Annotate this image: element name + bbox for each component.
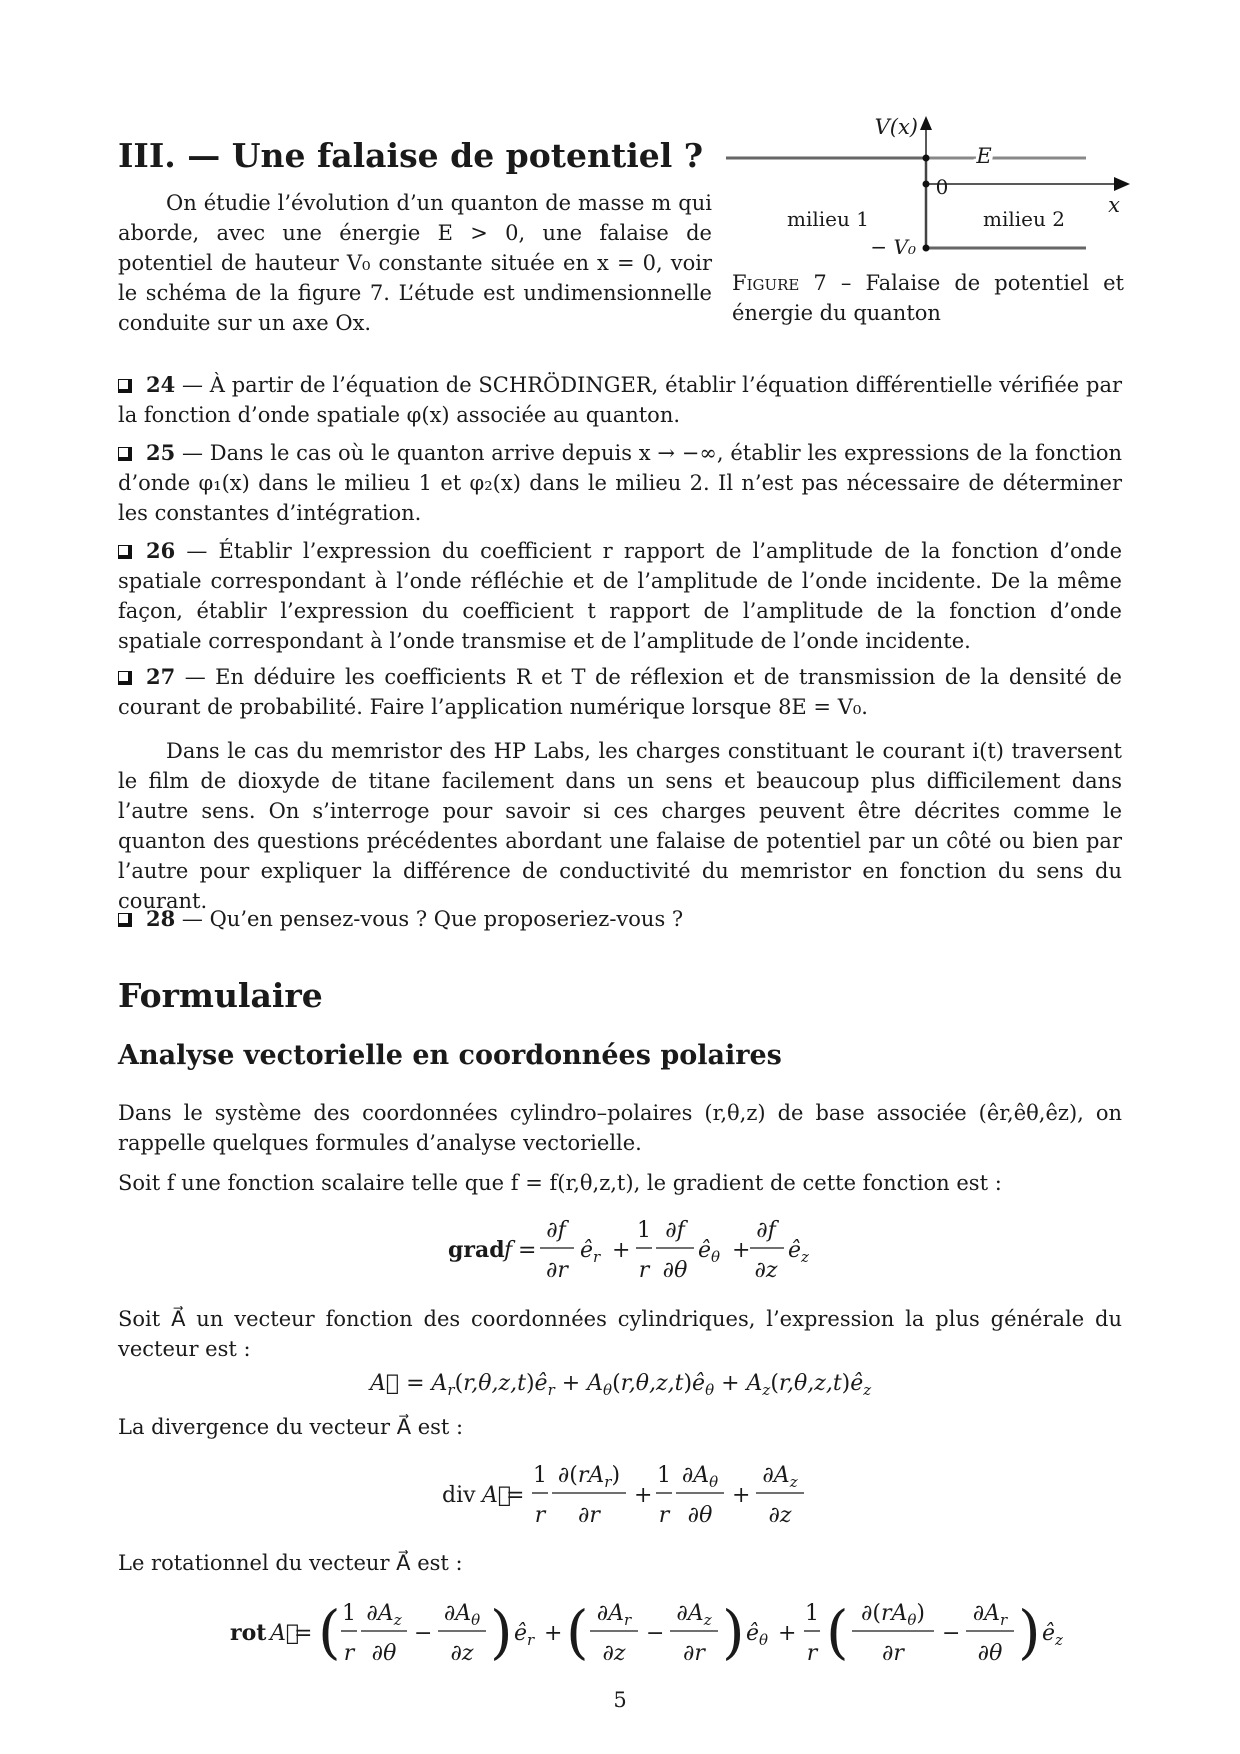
svg-text:(: ( (318, 1598, 341, 1666)
svg-text:∂f: ∂f (546, 1218, 566, 1243)
rotational-formula (0, 1590, 1240, 1680)
svg-text:rot: rot (230, 1620, 267, 1646)
svg-text:∂(rAθ): $\partial(rA_\theta)$ (861, 1601, 925, 1629)
svg-text:(: ( (826, 1598, 849, 1666)
svg-text:−: − (414, 1621, 433, 1646)
svg-text:∂θ: ∂θ (662, 1258, 688, 1283)
svg-text:div: div (442, 1483, 476, 1508)
svg-text:∂Ar: $\partial A_r$ (972, 1601, 1008, 1629)
minus-v0-label: − V₀ (870, 235, 916, 259)
y-axis-arrow (920, 116, 932, 130)
point-origin (923, 181, 930, 188)
svg-text:): ) (1018, 1598, 1041, 1666)
svg-text:∂r: ∂r (882, 1641, 904, 1666)
question-25: 25 — Dans le cas où le quanton arrive depuis x → −∞, établir les expressions de la fonction d’onde φ₁(x) dans le milieu 1 et φ₂(x) dans le milieu 2. Il n’est pas nécessaire de déterminer les constantes d’intégration. (118, 440, 1122, 525)
svg-text:r: r (658, 1503, 670, 1528)
svg-text:∂Ar: $\partial A_r$ (596, 1601, 632, 1629)
svg-text:1: 1 (657, 1463, 671, 1488)
svg-text:1: 1 (637, 1218, 651, 1243)
svg-text:+: + (778, 1621, 797, 1646)
svg-text:=: = (518, 1238, 537, 1263)
svg-text:êθ: $ê_\theta$ (698, 1238, 721, 1266)
svg-text:=: = (294, 1621, 313, 1646)
point-bottom (923, 245, 930, 252)
svg-text:+: + (732, 1238, 751, 1263)
divergence-intro: La divergence du vecteur A⃗ est : (118, 1415, 464, 1439)
svg-text:−: − (646, 1621, 665, 1646)
x-axis-arrow (1114, 177, 1130, 191)
svg-text:(: ( (566, 1598, 589, 1666)
svg-text:∂r: ∂r (546, 1258, 568, 1283)
question-27: 27 — En déduire les coefficients R et T de réflexion et de transmission de la densité de courant de probabilité. Faire l’application numérique lorsque 8E = V₀. (118, 664, 1122, 719)
svg-text:êz: $ê_z$ (1042, 1621, 1063, 1649)
svg-text:): ) (490, 1598, 513, 1666)
svg-text:A⃗: A⃗ (270, 1621, 300, 1646)
svg-text:∂θ: ∂θ (371, 1641, 397, 1666)
svg-text:1: 1 (805, 1601, 819, 1626)
vector-intro: Soit A⃗ un vecteur fonction des coordonnées cylindriques, l’expression la plus générale du vecteur est : (118, 1307, 1122, 1361)
section-title: III. — Une falaise de potentiel ? (118, 136, 704, 175)
svg-text:∂Az: $\partial A_z$ (676, 1601, 712, 1629)
svg-text:+: + (732, 1483, 751, 1508)
energy-label: E (976, 144, 992, 168)
svg-text:+: + (612, 1238, 631, 1263)
y-axis-label: V(x) (874, 115, 918, 139)
gradient-intro: Soit f une fonction scalaire telle que f = f(r,θ,z,t), le gradient de cette fonction est : (118, 1171, 1002, 1195)
svg-text:∂r: ∂r (683, 1641, 705, 1666)
caption-text: – Falaise de potentiel et énergie du quanton (732, 271, 1124, 325)
svg-text:∂Aθ: $\partial A_\theta$ (681, 1463, 719, 1491)
svg-text:r: r (638, 1258, 650, 1283)
zero-label: 0 (935, 175, 949, 199)
figure-caption (732, 268, 1124, 328)
svg-text:êr: $ê_r$ (580, 1238, 601, 1266)
memristor-paragraph: Dans le cas du memristor des HP Labs, les charges constituant le courant i(t) traversent le film de dioxyde de titane facilement dans un sens et beaucoup plus difficilement dans l’autre sens. On s’interroge pour savoir si ces charges peuvent être décrites comme le quanton des questions précédentes abordant une falaise de potentiel par un côté ou bien par l’autre pour expliquer la différence de conductivité du memristor en fonction du sens du courant. (118, 739, 1122, 913)
svg-text:∂z: ∂z (602, 1641, 626, 1666)
svg-text:∂(rAr): $\partial(rA_r)$ (557, 1463, 621, 1491)
svg-text:êr: $ê_r$ (514, 1621, 535, 1649)
intro-paragraph: On étudie l’évolution d’un quanton de masse m qui aborde, avec une énergie E > 0, une falaise de potentiel de hauteur V₀ constante située en x = 0, voir le schéma de la figure 7. L’étude est undimensionnelle conduite sur un axe Ox. (118, 191, 712, 335)
svg-text:+: + (544, 1621, 563, 1646)
vector-a-formula (0, 1362, 1240, 1402)
svg-text:): ) (722, 1598, 745, 1666)
divergence-formula (0, 1454, 1240, 1540)
caption-prefix: Figure 7 (732, 271, 827, 295)
svg-text:∂f: ∂f (756, 1218, 776, 1243)
svg-text:∂f: ∂f (665, 1218, 685, 1243)
svg-text:∂z: ∂z (768, 1503, 792, 1528)
svg-text:∂z: ∂z (754, 1258, 778, 1283)
question-26: 26 — Établir l’expression du coefficient r rapport de l’amplitude de la fonction d’onde spatiale correspondant à l’onde réfléchie et de l’amplitude de l’onde incidente. De la même façon, établir l’expression du coefficient t rapport de l’amplitude de la fonction d’onde spatiale correspondant à l’onde transmise et de l’amplitude de l’onde incidente. (118, 538, 1122, 653)
checkbox-icon (118, 913, 132, 927)
svg-text:+: + (634, 1483, 653, 1508)
x-axis-label: x (1108, 193, 1120, 217)
question-28: 28 — Qu’en pensez-vous ? Que proposeriez-vous ? (118, 904, 1122, 934)
question-24: 24 — À partir de l’équation de SCHRÖDINGER, établir l’équation différentielle vérifiée par la fonction d’onde spatiale φ(x) associée au quanton. (118, 372, 1122, 427)
svg-text:∂Az: $\partial A_z$ (366, 1601, 402, 1629)
svg-text:êθ: $ê_\theta$ (746, 1621, 769, 1649)
checkbox-icon (118, 379, 132, 393)
gradient-formula (0, 1210, 1240, 1290)
svg-text:A⃗ = Ar(r,θ,z,t)êr + Aθ(r,θ,z,: A⃗ = $A_r(r,\theta,z,t)ê_r$ + $A_\theta(r,\theta,z,t)ê_\theta$ + $A_z(r,\theta,z,t)ê_z$ (370, 1371, 872, 1399)
svg-text:1: 1 (533, 1463, 547, 1488)
formulaire-intro: Dans le système des coordonnées cylindro–polaires (r,θ,z) de base associée (êr,êθ,êz), on rappelle quelques formules d’analyse vectorielle. (118, 1101, 1122, 1155)
point-top (923, 155, 930, 162)
svg-text:grad: grad (448, 1237, 505, 1263)
svg-text:∂Aθ: $\partial A_\theta$ (443, 1601, 481, 1629)
checkbox-icon (118, 545, 132, 559)
formulaire-title: Formulaire (118, 976, 323, 1015)
svg-text:êz: $ê_z$ (788, 1238, 809, 1266)
formulaire-subtitle: Analyse vectorielle en coordonnées polaires (118, 1040, 782, 1071)
svg-text:∂θ: ∂θ (687, 1503, 713, 1528)
svg-text:r: r (534, 1503, 546, 1528)
checkbox-icon (118, 447, 132, 461)
svg-text:A⃗: A⃗ (482, 1483, 512, 1508)
svg-text:1: 1 (342, 1601, 356, 1626)
svg-text:∂r: ∂r (578, 1503, 600, 1528)
page-number: 5 (613, 1688, 627, 1712)
svg-text:=: = (506, 1483, 525, 1508)
svg-text:∂z: ∂z (450, 1641, 474, 1666)
svg-text:∂Az: $\partial A_z$ (762, 1463, 798, 1491)
svg-text:∂θ: ∂θ (977, 1641, 1003, 1666)
svg-text:f: f (504, 1238, 513, 1263)
svg-text:−: − (942, 1621, 961, 1646)
checkbox-icon (118, 671, 132, 685)
rotational-intro: Le rotationnel du vecteur A⃗ est : (118, 1551, 463, 1575)
region2-label: milieu 2 (983, 207, 1065, 231)
svg-text:r: r (343, 1641, 355, 1666)
svg-text:r: r (806, 1641, 818, 1666)
region1-label: milieu 1 (787, 207, 869, 231)
